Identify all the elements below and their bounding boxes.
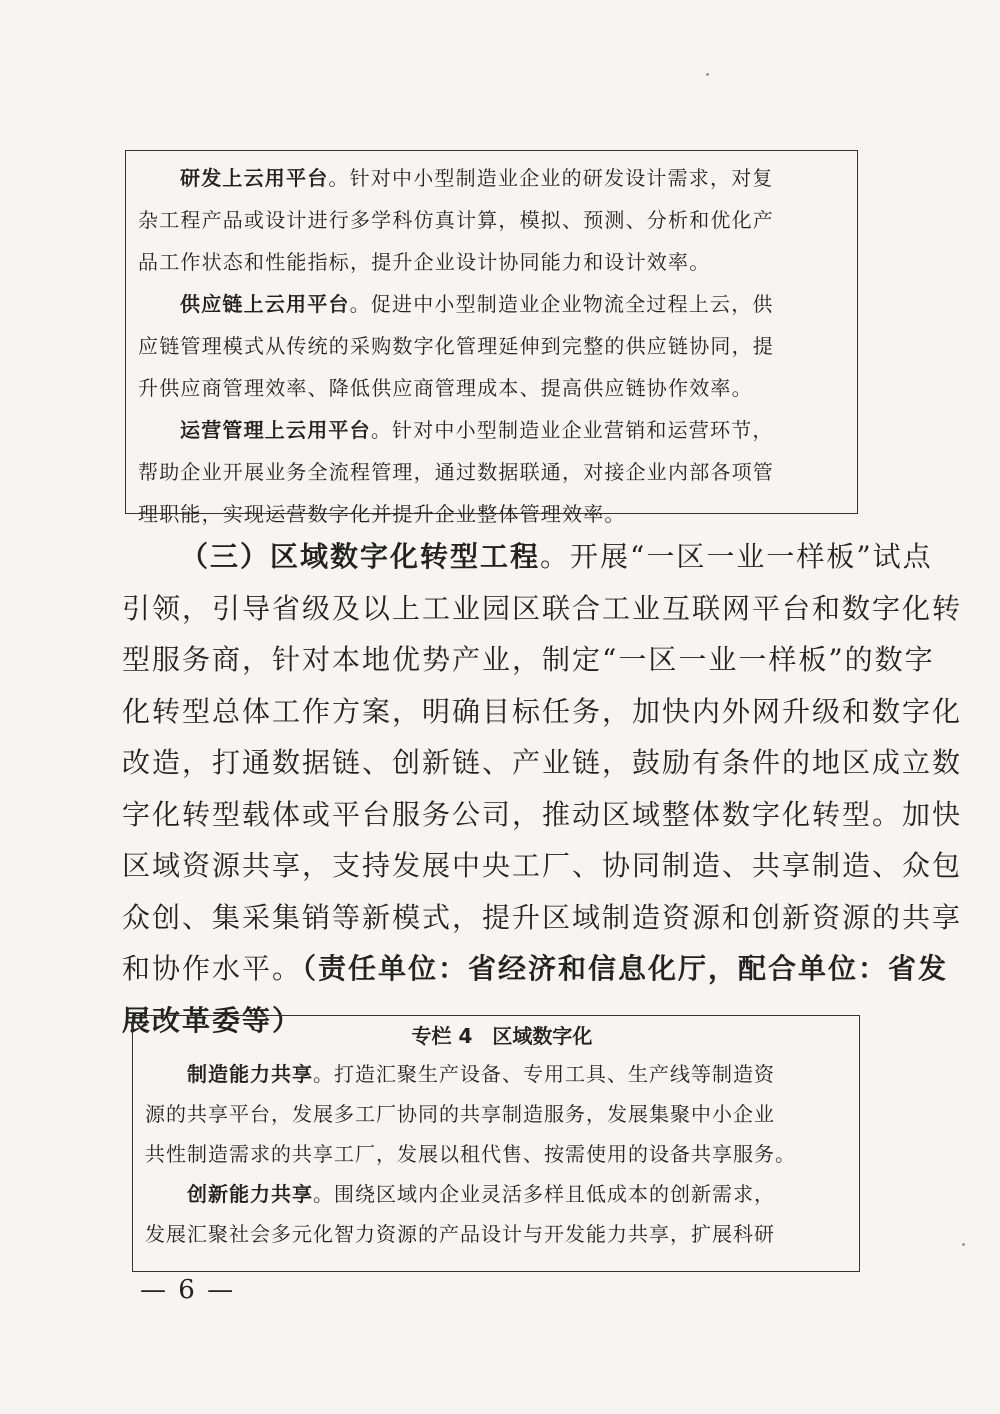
text-span: 和协作水平。 [122, 952, 303, 985]
sidebar-box-regional-digitalization [132, 1015, 860, 1272]
text-line: 。促进中小型制造业企业物流全过程上云，供 [349, 292, 774, 316]
text-line: 共性制造需求的共享工厂，发展以租代售、按需使用的设备共享服务。 [145, 1142, 796, 1166]
text-line: 改造，打通数据链、创新链、产业链，鼓励有条件的地区成立数 [122, 746, 963, 779]
paragraph-lead: 运营管理上云用平台 [180, 418, 371, 442]
text-line: 。打造汇聚生产设备、专用工具、生产线等制造资 [313, 1062, 775, 1086]
text-line: 。针对中小型制造业企业营销和运营环节， [370, 418, 774, 442]
box-paragraph [138, 157, 857, 199]
text-line: 字化转型载体或平台服务公司，推动区域整体数字化转型。加快 [122, 797, 963, 831]
responsibility-note: 展改革委等） [122, 1003, 303, 1037]
text-line: 帮助企业开展业务全流程管理，通过数据联通，对接企业内部各项管 [138, 460, 774, 484]
text-line: 众创、集采集销等新模式，提升区域制造资源和创新资源的共享 [122, 900, 963, 934]
paragraph-lead: 创新能力共享 [187, 1182, 313, 1206]
text-span: 。开展“一区一业一样板”试点 [540, 540, 933, 573]
text-line: 区域资源共享，支持发展中央工厂、协同制造、共享制造、众包 [122, 849, 963, 882]
paragraph-lead: 制造能力共享 [187, 1062, 313, 1086]
paragraph-lead: 研发上云用平台 [180, 166, 329, 190]
box-paragraph [138, 283, 857, 325]
text-line: 应链管理模式从传统的采购数字化管理延伸到完整的供应链协同，提 [138, 334, 774, 358]
text-line: 理职能，实现运营数字化并提升企业整体管理效率。 [138, 502, 626, 526]
box-paragraph [145, 1174, 859, 1214]
sidebar-box-cloud-platforms [125, 150, 858, 526]
page-number: — 6 — [140, 1275, 236, 1305]
paragraph-lead: 供应链上云用平台 [180, 292, 350, 316]
responsibility-note: （责任单位：省经济和信息化厅，配合单位：省发 [302, 952, 949, 985]
text-line: 杂工程产品或设计进行多学科仿真计算，模拟、预测、分析和优化产 [138, 208, 774, 232]
text-line: 化转型总体工作方案，明确目标任务，加快内外网升级和数字化 [122, 694, 963, 728]
text-line: 引领，引导省级及以上工业园区联合工业互联网平台和数字化转 [122, 591, 963, 625]
text-line: 。围绕区域内企业灵活多样且低成本的创新需求， [313, 1182, 775, 1206]
text-line [122, 943, 949, 995]
main-paragraph [122, 531, 963, 1046]
box-paragraph [138, 409, 857, 451]
text-line: 升供应商管理效率、降低供应商管理成本、提高供应链协作效率。 [138, 376, 753, 400]
box-title: 专栏 4 区域数字化 [411, 1024, 593, 1048]
scan-speck [962, 1243, 965, 1246]
text-line: 。针对中小型制造业企业的研发设计需求，对复 [328, 166, 774, 190]
section-heading: （三）区域数字化转型工程 [180, 540, 541, 573]
text-line: 型服务商，针对本地优势产业，制定“一区一业一样板”的数字 [122, 643, 935, 676]
text-line: 品工作状态和性能指标，提升企业设计协同能力和设计效率。 [138, 250, 711, 274]
scan-speck [706, 73, 709, 76]
text-line [122, 531, 933, 583]
box-paragraph [145, 1054, 859, 1094]
text-line: 源的共享平台，发展多工厂协同的共享制造服务，发展集聚中小企业 [145, 1102, 775, 1126]
text-line: 发展汇聚社会多元化智力资源的产品设计与开发能力共享，扩展科研 [145, 1222, 775, 1246]
